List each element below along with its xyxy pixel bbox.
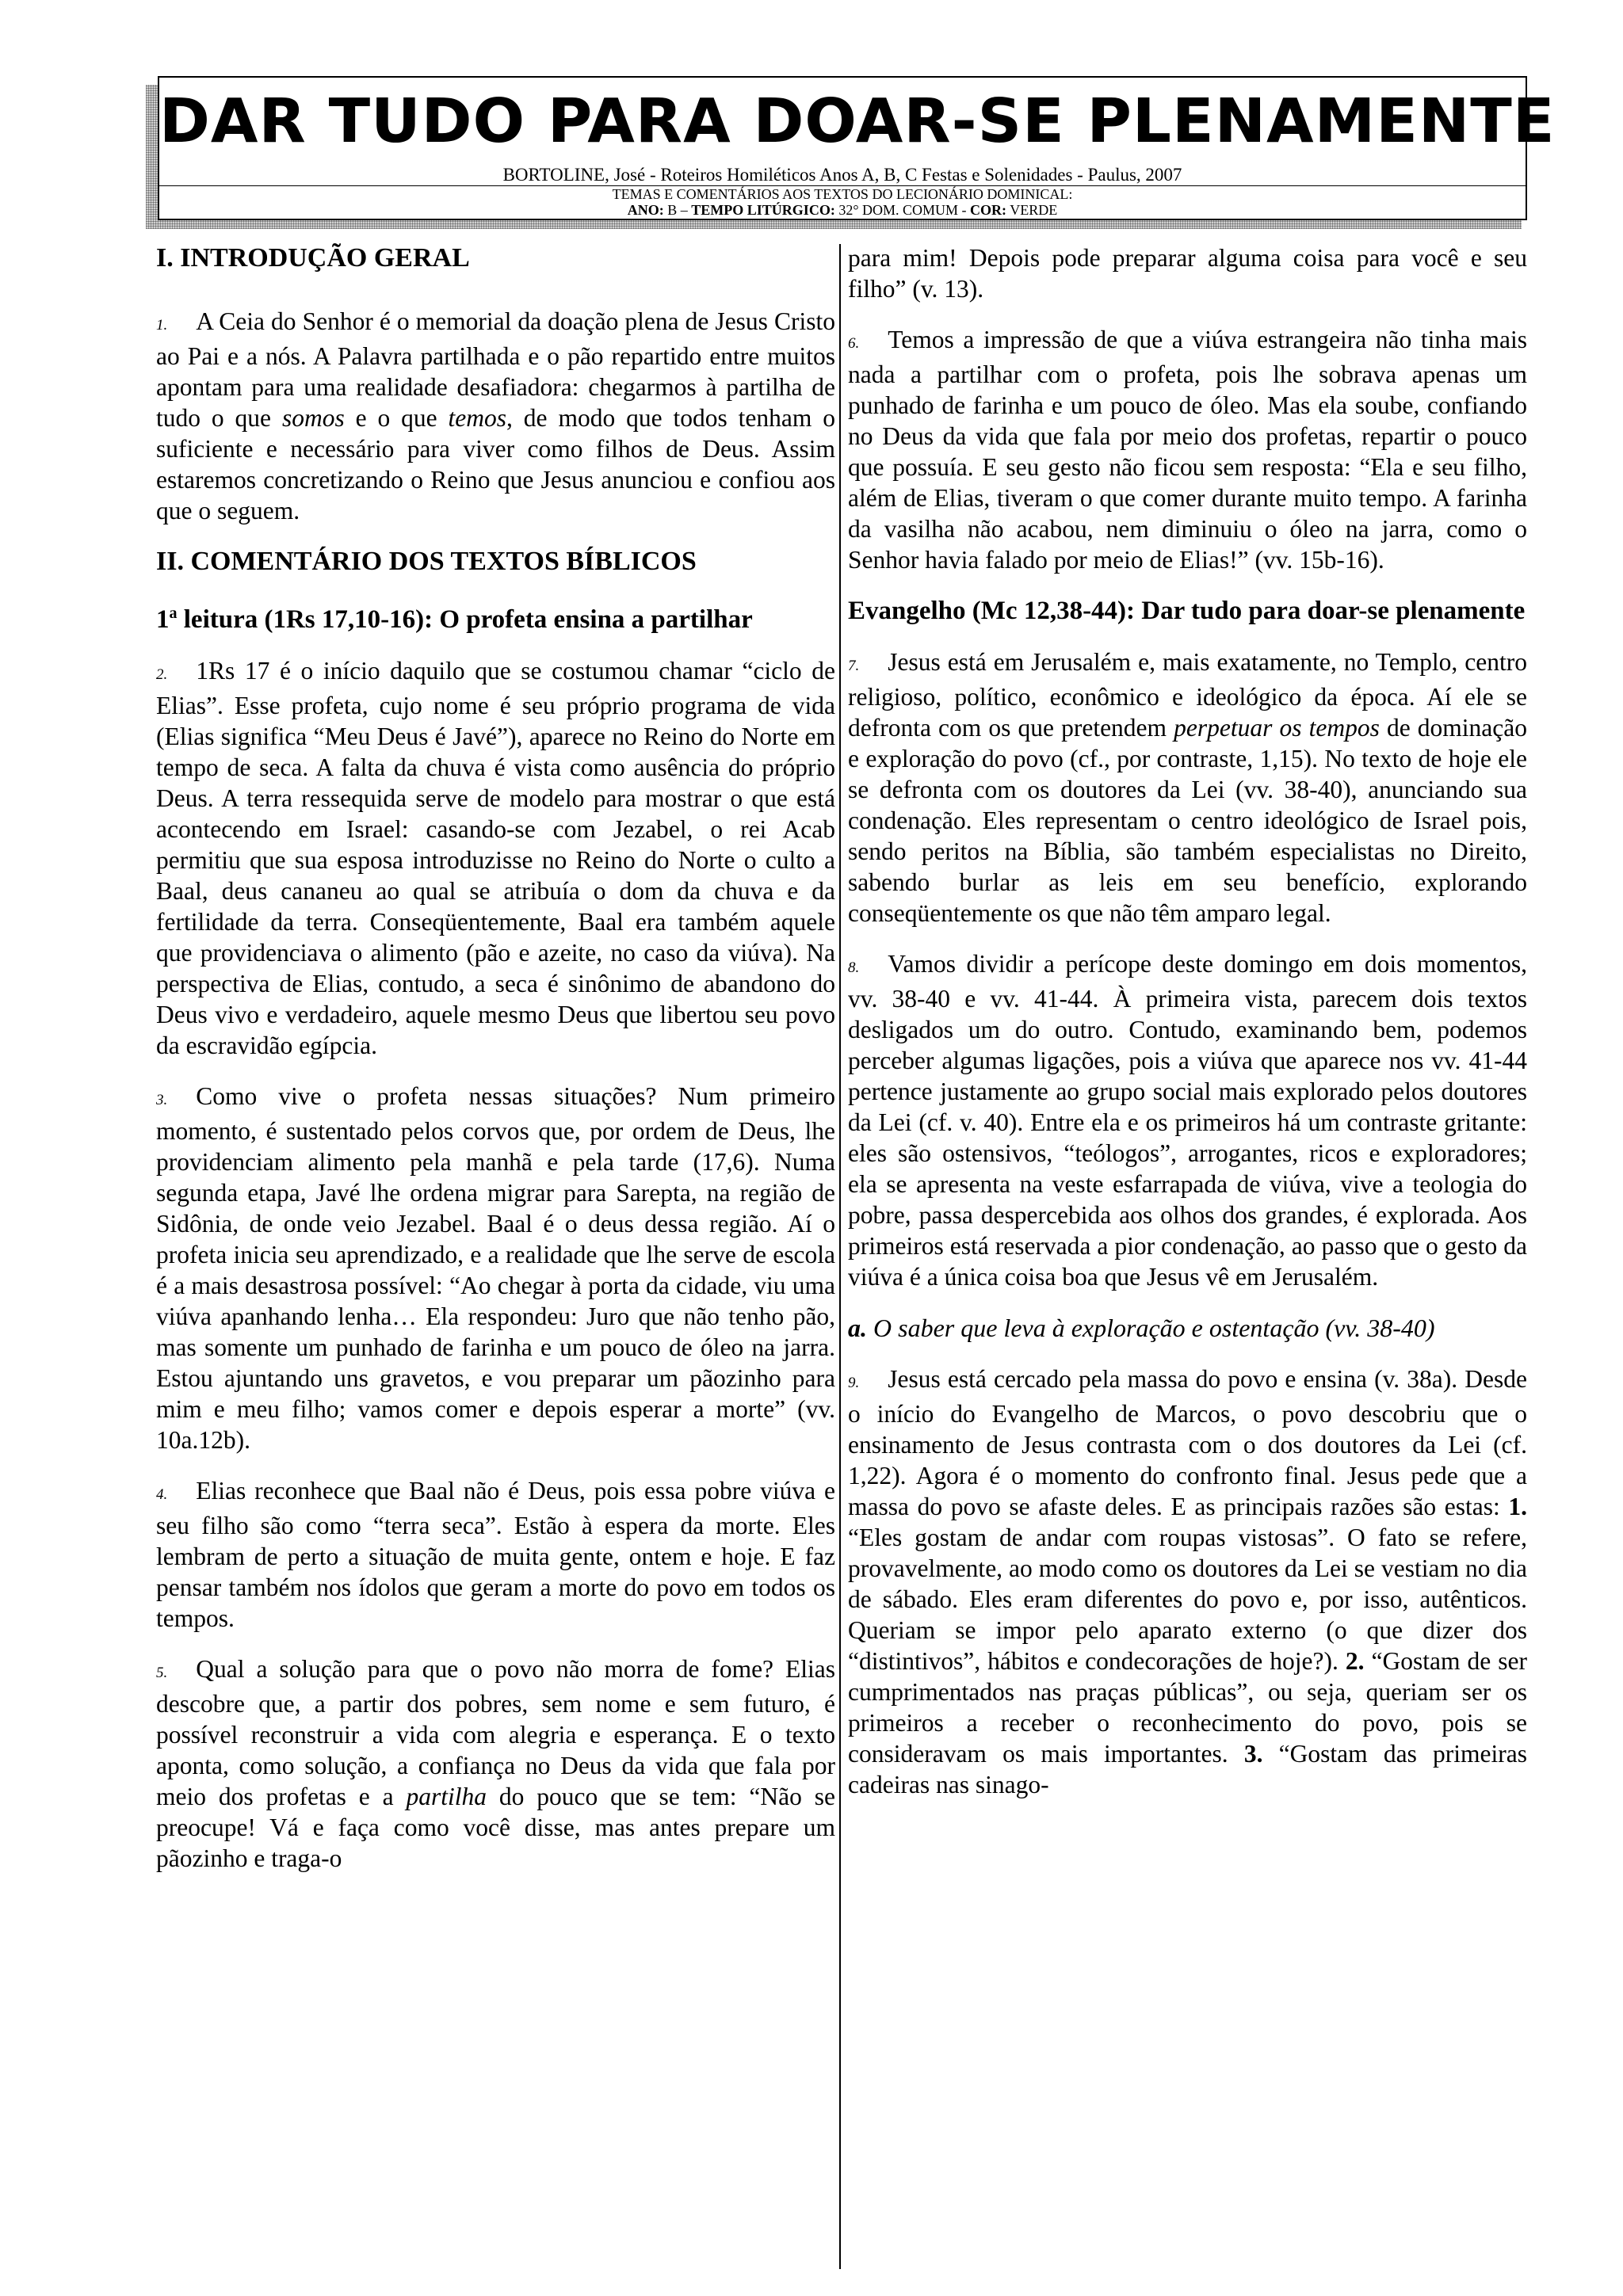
paragraph-2: 2. 1Rs 17 é o início daquilo que se costumou chamar “ciclo de Elias”. Esse profeta, cujo nome é seu próprio programa de vida (Elias significa “Meu Deus é Javé”), aparece no Reino do Norte em tempo de seca. A falta da chuva é vista como ausência do próprio Deus. A terra ressequida serve de modelo para mostrar o que está acontecendo em Israel: casando-se com Jezabel, o rei Acab permitiu que sua esposa introduzisse no Reino do Norte o culto a Baal, deus cananeu ao qual se atribuía o dom da chuva e da fertilidade da terra. Conseqüentemente, Baal era também aquele que providenciava o alimento (pão e azeite, no caso da viúva). Na perspectiva de Elias, contudo, a seca é sinônimo de abandono do Deus vivo e verdadeiro, aquele mesmo Deus que libertou seu povo da escravidão egípcia. (156, 657, 835, 1059)
paragraph-7: 7. Jesus está em Jerusalém e, mais exatamente, no Templo, centro religioso, político, econômico e ideológico da época. Aí ele se defronta com os que pretendem perpetuar os tempos de dominação e exploração do povo (cf., por contraste, 1,15). No texto de hoje ele se defronta com os doutores da Lei (vv. 38-40), anunciando sua condenação. Eles representam o centro ideológico de Israel pois, sendo peritos na Bíblia, são também especialistas no Direito, sabendo burlar as leis em seu benefício, explorando conseqüentemente os que não têm amparo legal. (848, 648, 1528, 927)
year-value: B (667, 202, 678, 218)
subsection-heading: a. O saber que leva à exploração e ostentação (vv. 38-40) (848, 1314, 1435, 1342)
paragraph-number: 8. (848, 959, 860, 976)
paragraph-1: 1. A Ceia do Senhor é o memorial da doação plena de Jesus Cristo ao Pai e a nós. A Palavra partilhada e o pão repartido entre muitos apontam para uma realidade desafiadora: chegarmos à partilha de tudo o que somos e o que temos, de modo que todos tenham o suficiente e necessário para viver como filhos de Deus. Assim estaremos concretizando o Reino que Jesus anunciou e confiou aos que o seguem. (156, 307, 835, 524)
paragraph-number: 2. (156, 666, 168, 683)
comment-heading: II. COMENTÁRIO DOS TEXTOS BÍBLICOS (156, 547, 697, 576)
color-label: COR: (970, 202, 1007, 218)
paragraph-5: 5. Qual a solução para que o povo não morra de fome? Elias descobre que, a partir dos pobres, sem nome e sem futuro, é possível reconstruir a vida com alegria e esperança. E o texto aponta, como solução, a confiança no Deus da vida que fala por meio dos profetas e a partilha do pouco que se tem: “Não se preocupe! Vá e faça como você disse, mas antes prepare um pãozinho e traga-o (156, 1655, 835, 1872)
gospel-heading: Evangelho (Mc 12,38-44): Dar tudo para doar-se plenamente (848, 597, 1526, 625)
paragraph-number: 4. (156, 1486, 168, 1503)
page-title: DAR TUDO PARA DOAR-SE PLENAMENTE (159, 86, 1556, 157)
year-label: ANO: (627, 202, 664, 218)
right-column (848, 242, 1527, 1800)
paragraph-number: 9. (848, 1375, 860, 1391)
subsection-letter: a. (848, 1314, 867, 1342)
paragraph-4: 4. Elias reconhece que Baal não é Deus, pois essa pobre viúva e seu filho são como “terra seca”. Estão à espera da morte. Eles lembram de perto a situação de muita gente, ontem e hoje. E faz pensar também nos ídolos que geram a morte do povo em todos os tempos. (156, 1477, 835, 1632)
paragraph-5-continued: para mim! Depois pode preparar alguma coisa para você e seu filho” (v. 13). (848, 244, 1527, 303)
source-citation: BORTOLINE, José - Roteiros Homiléticos Anos A, B, C Festas e Solenidades - Paulus, 2007 (159, 166, 1526, 186)
time-value: 32° DOM. COMUM (838, 202, 959, 218)
paragraph-8: 8. Vamos dividir a perícope deste domingo em dois momentos, vv. 38-40 e vv. 41-44. À primeira vista, parecem dois textos desligados um do outro. Contudo, examinando bem, podemos perceber algumas ligações, pois a viúva que aparece nos vv. 41-44 pertence justamente ao grupo social mais explorado pelos doutores da Lei (cf. v. 40). Entre ela e os primeiros há um contraste gritante: eles são ostensivos, “teólogos”, arrogantes, ricos e exploradores; ela se apresenta na veste esfarrapada de viúva, vive a teologia do pobre, passa despercebida aos olhos dos grandes, é explorada. Aos primeiros está reservada a pior condenação, ao passo que o gesto da viúva é a única coisa boa que Jesus vê em Jerusalém. (848, 950, 1527, 1291)
paragraph-3: 3. Como vive o profeta nessas situações? Num primeiro momento, é sustentado pelos corvos que, por ordem de Deus, lhe providenciam alimento pela manhã e pela tarde (17,6). Numa segunda etapa, Javé lhe ordena migrar para Sarepta, na região de Sidônia, de onde veio Jezabel. Baal é o deus dessa região. Aí o profeta inicia seu aprendizado, e a realidade que lhe serve de escola é a mais desastrosa possível: “Ao chegar à porta da cidade, viu uma viúva apanhando lenha… Ela respondeu: Juro que não tenho pão, mas somente um punhado de farinha e um pouco de óleo na jarra. Estou ajuntando uns gravetos, e vou preparar um pãozinho para mim e meu filho; vamos comer e depois esperar a morte” (vv. 10a.12b). (156, 1082, 835, 1454)
paragraph-number: 7. (848, 658, 860, 674)
header-box (158, 76, 1556, 220)
color-value: VERDE (1010, 202, 1058, 218)
paragraph-6: 6. Temos a impressão de que a viúva estrangeira não tinha mais nada a partilhar com o profeta, pois lhe sobrava apenas um punhado de farinha e um pouco de óleo. Mas ela soube, confiando no Deus da vida que fala por meio dos profetas, repartir o pouco que possuía. E seu gesto não ficou sem resposta: “Ela e seu filho, além de Elias, tiveram o que comer durante muito tempo. A farinha da vasilha não acabou, nem diminuiu o óleo na jarra, como o Senhor havia falado por meio de Elias!” (vv. 15b-16). (848, 326, 1527, 574)
intro-heading: I. INTRODUÇÃO GERAL (156, 243, 470, 273)
paragraph-number: 1. (156, 317, 168, 334)
paragraph-9: 9. Jesus está cercado pela massa do povo e ensina (v. 38a). Desde o início do Evangelho de Marcos, o povo descobriu que o ensinamento de Jesus contrasta com o dos doutores da Lei (cf. 1,22). Agora é o momento do confronto final. Jesus pede que a massa do povo se afaste deles. E as principais razões são estas: 1. “Eles gostam de andar com roupas vistosas”. O fato se refere, provavelmente, ao modo como os doutores da Lei se vestiam no dia de sábado. Eles eram diferentes do povo e, por isso, autênticos. Queriam se impor pelo aparato externo (o que dizer dos “distintivos”, hábitos e condecorações de hoje?). 2. “Gostam de ser cumprimentados nas praças públicas”, ou seja, queriam ser os primeiros a receber o reconhecimento do povo, pois se consideravam os mais importantes. 3. “Gostam das primeiras cadeiras nas sinago- (848, 1365, 1527, 1798)
liturgical-info: ANO: B – TEMPO LITÚRGICO: 32° DOM. COMUM - COR: VERDE (627, 202, 1058, 218)
paragraph-number: 3. (156, 1092, 168, 1108)
time-label: TEMPO LITÚRGICO: (691, 202, 835, 218)
themes-line: TEMAS E COMENTÁRIOS AOS TEXTOS DO LECIONÁRIO DOMINICAL: (612, 186, 1073, 202)
left-column (156, 242, 835, 1874)
paragraph-number: 5. (156, 1665, 168, 1681)
column-divider (839, 244, 841, 2269)
paragraph-number: 6. (848, 335, 860, 352)
first-reading-heading: 1$^a$ leitura (1Rs 17,10-16): O profeta ensina a partilhar (156, 605, 753, 634)
